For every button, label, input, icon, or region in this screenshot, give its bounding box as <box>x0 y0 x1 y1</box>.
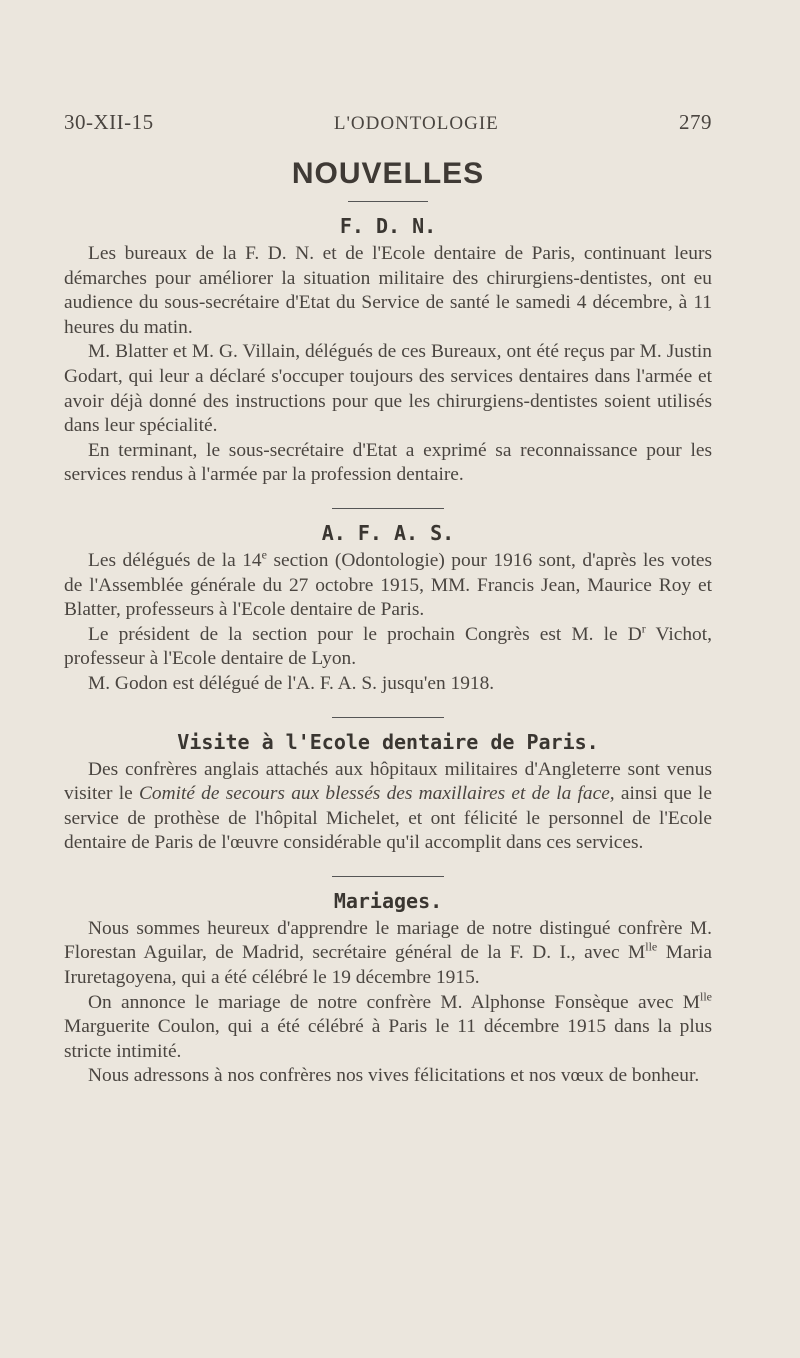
paragraph: Les délégués de la 14e section (Odontologie) pour 1916 sont, d'après les votes de l'Assemblée générale du 27 octobre 1915, MM. Francis Jean, Maurice Roy et Blatter, professeurs à l'Ecole dentaire de Paris. <box>64 547 712 621</box>
divider <box>332 717 444 718</box>
paragraph: Nous sommes heureux d'apprendre le mariage de notre distingué confrère M. Florestan Aguilar, de Madrid, secrétaire général de la F. D. I., avec $M^{lle}$ Maria Iruretagoyena, qui a été célébré le 19 décembre 1915. <box>64 917 712 989</box>
section-afas <box>64 521 712 697</box>
paragraph: Nous adressons à nos confrères nos vives félicitations et nos vœux de bonheur. <box>88 1065 700 1087</box>
section-visite <box>64 730 712 856</box>
section-mariages <box>64 889 712 1089</box>
page <box>64 110 712 1089</box>
divider <box>332 876 444 877</box>
section-fdn <box>64 214 712 488</box>
page-title: NOUVELLES <box>291 157 485 190</box>
paragraph: On annonce le mariage de notre confrère M. Alphonse Fonsèque avec $M^{lle}$ Marguerite Coulon, qui a été célébré à Paris le 11 décembre 1915 dans la plus stricte intimité. <box>64 989 712 1062</box>
section-heading: Mariages. <box>333 888 443 913</box>
header-date: 30-XII-15 <box>64 110 154 134</box>
section-heading: F. D. N. <box>339 214 437 238</box>
paragraph: Des confrères anglais attachés aux hôpitaux militaires d'Angleterre sont venus visiter le Comité de secours aux blessés des maxillaires et de la face, ainsi que le service de prothèse de l'hôpital Michelet, et ont félicité le personnel de l'Ecole dentaire de Paris de l'œuvre considérable qu'il accomplit dans ces services. <box>64 758 712 854</box>
page-number: 279 <box>679 110 712 134</box>
paragraph: Le président de la section pour le prochain Congrès est M. le $D^r$ Vichot, professeur à l'Ecole dentaire de Lyon. <box>64 621 712 670</box>
paragraph: M. Blatter et M. G. Villain, délégués de ces Bureaux, ont été reçus par M. Justin Godart, qui leur a déclaré s'occuper toujours des services dentaires dans l'armée et avoir déjà donné des instructions pour que les chirurgiens-dentistes soient utilisés dans leur spécialité. <box>64 341 712 437</box>
paragraph: Les bureaux de la F. D. N. et de l'Ecole dentaire de Paris, continuant leurs démarches pour améliorer la situation militaire des chirurgiens-dentistes, ont eu audience du sous-secrétaire d'Etat du Service de santé le samedi 4 décembre, à 11 heures du matin. <box>64 243 712 338</box>
section-heading: Visite à l'Ecole dentaire de Paris. <box>177 729 599 754</box>
paragraph: M. Godon est délégué de l'A. F. A. S. jusqu'en 1918. <box>88 672 495 694</box>
running-head <box>64 110 712 135</box>
journal-name: L'ODONTOLOGIE <box>333 113 499 134</box>
divider <box>348 201 428 202</box>
section-heading: A. F. A. S. <box>321 520 455 545</box>
paragraph: En terminant, le sous-secrétaire d'Etat a exprimé sa reconnaissance pour les services rendus à l'armée par la profession dentaire. <box>64 439 712 486</box>
divider <box>332 508 444 509</box>
